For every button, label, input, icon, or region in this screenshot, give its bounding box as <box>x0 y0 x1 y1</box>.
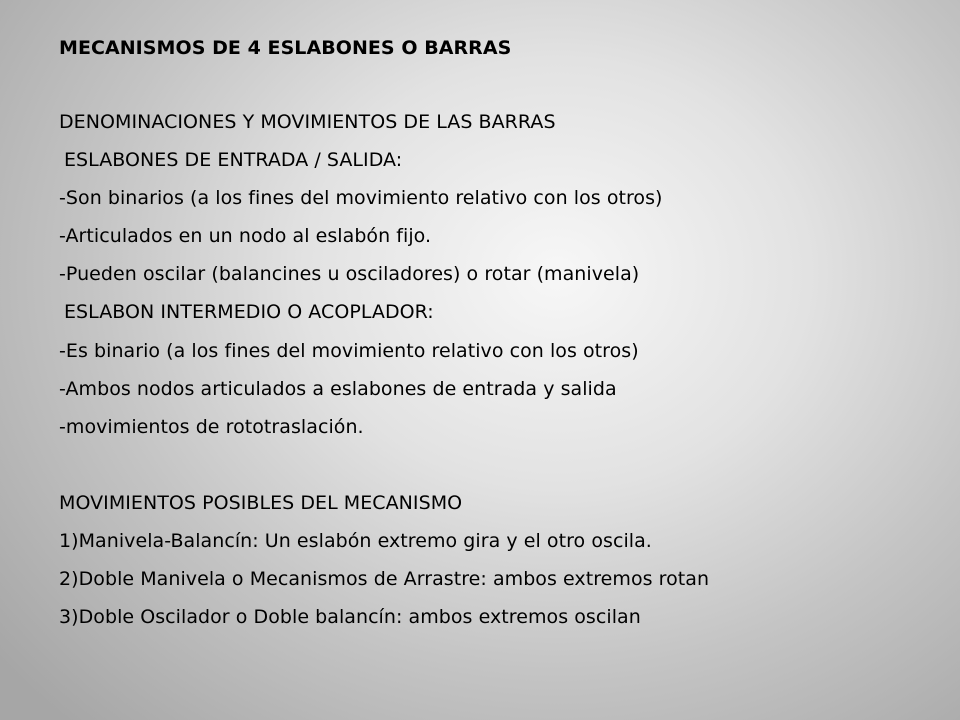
section-heading-movimientos: MOVIMIENTOS POSIBLES DEL MECANISMO <box>59 492 463 514</box>
list-item: -movimientos de rototraslación. <box>59 416 364 438</box>
list-item: 2)Doble Manivela o Mecanismos de Arrastre: ambos extremos rotan <box>59 568 710 590</box>
slide-title: MECANISMOS DE 4 ESLABONES O BARRAS <box>59 37 512 59</box>
list-item: -Pueden oscilar (balancines u osciladores) o rotar (manivela) <box>59 263 640 285</box>
list-item: 1)Manivela-Balancín: Un eslabón extremo gira y el otro oscila. <box>59 530 652 552</box>
list-item: -Ambos nodos articulados a eslabones de entrada y salida <box>59 378 617 400</box>
list-item: -Es binario (a los fines del movimiento relativo con los otros) <box>59 340 639 362</box>
list-item: 3)Doble Oscilador o Doble balancín: ambos extremos oscilan <box>59 606 641 628</box>
list-item: -Son binarios (a los fines del movimiento relativo con los otros) <box>59 187 663 209</box>
subheading-entrada-salida: ESLABONES DE ENTRADA / SALIDA: <box>64 149 403 171</box>
list-item: -Articulados en un nodo al eslabón fijo. <box>59 225 432 247</box>
section-heading-denominaciones: DENOMINACIONES Y MOVIMIENTOS DE LAS BARRAS <box>59 111 556 133</box>
subheading-acoplador: ESLABON INTERMEDIO O ACOPLADOR: <box>64 301 434 323</box>
